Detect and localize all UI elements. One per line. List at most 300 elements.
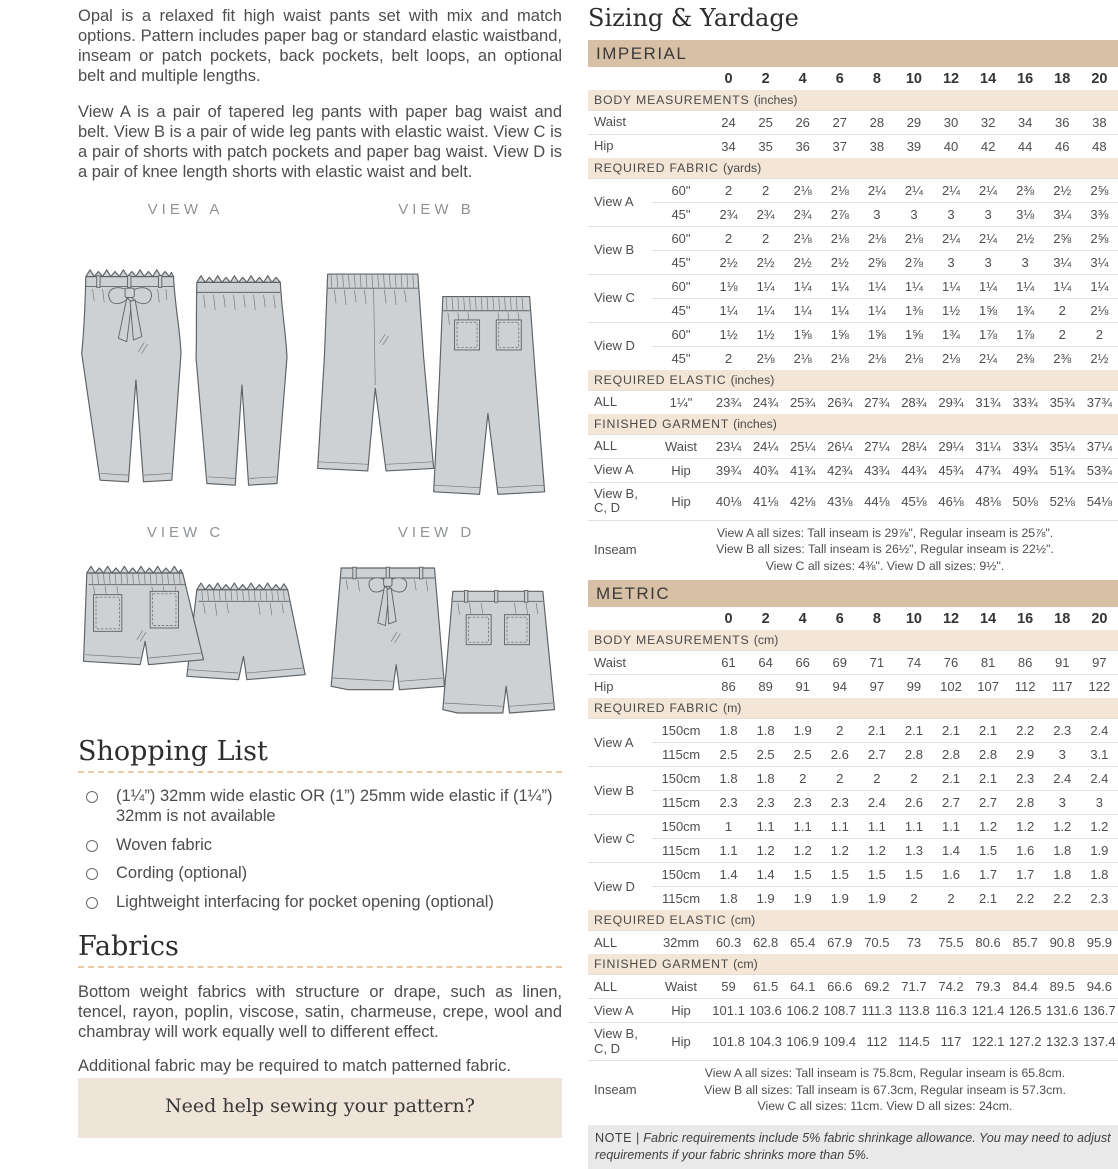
size-col-header: 4 [798, 611, 807, 628]
value-cell: 2½ [1007, 227, 1044, 251]
sizing-tables [588, 40, 1118, 1119]
size-col-header: 0 [724, 611, 733, 628]
value-cell: 2½ [747, 251, 784, 275]
shrinkage-note [588, 1125, 1118, 1169]
row-label: View B [588, 227, 652, 275]
value-cell: 71 [858, 651, 895, 675]
value-cell: 3 [1044, 743, 1081, 767]
value-cell: 86 [710, 675, 747, 699]
value-cell: 1¼ [784, 299, 821, 323]
table-row [588, 275, 1118, 299]
value-cell: 89.5 [1044, 975, 1081, 999]
value-cell: 2⅛ [784, 347, 821, 371]
value-cell: 2 [710, 227, 747, 251]
fabrics-paragraph-1: Bottom weight fabrics with structure or drape, such as linen, tencel, rayon, poplin, viscose, satin, charmeuse, crepe, wool and chambray will work equally well to different effect. [78, 982, 562, 1042]
inseam-notes [652, 520, 1118, 578]
value-cell: 89 [747, 675, 784, 699]
value-cell: 101.1 [710, 999, 747, 1023]
value-cell: 106.2 [784, 999, 821, 1023]
value-cell: 42¾ [821, 459, 858, 483]
size-col-header: 8 [872, 611, 881, 628]
table-row [588, 179, 1118, 203]
value-cell: 66 [784, 651, 821, 675]
size-col-header: 14 [980, 611, 997, 628]
value-cell: 2 [1044, 323, 1081, 347]
value-cell: 97 [858, 675, 895, 699]
value-cell: 1.4 [932, 839, 969, 863]
row-sublabel: 60" [652, 227, 710, 251]
table-row [588, 391, 1118, 415]
value-cell: 64.1 [784, 975, 821, 999]
value-cell: 102 [932, 675, 969, 699]
table-row [588, 483, 1118, 521]
value-cell: 1¼ [970, 275, 1007, 299]
row-sublabel: 150cm [652, 815, 710, 839]
section-header-row [588, 90, 1118, 111]
value-cell: 2.3 [1044, 719, 1081, 743]
value-cell: 1.8 [747, 767, 784, 791]
left-column [78, 6, 562, 1090]
value-cell: 86 [1007, 651, 1044, 675]
value-cell: 44⅛ [858, 483, 895, 521]
value-cell: 40⅛ [710, 483, 747, 521]
view-a-label: VIEW A [147, 201, 224, 218]
table-row [588, 675, 1118, 699]
technical-drawings [60, 197, 562, 718]
value-cell: 23¾ [710, 391, 747, 415]
value-cell: 2 [821, 719, 858, 743]
value-cell: 54⅛ [1081, 483, 1118, 521]
row-sublabel: 115cm [652, 839, 710, 863]
row-sublabel: 60" [652, 275, 710, 299]
value-cell: 3⅛ [1007, 203, 1044, 227]
value-cell: 2⅜ [1007, 347, 1044, 371]
row-sublabel: 150cm [652, 863, 710, 887]
shopping-list [78, 787, 562, 913]
value-cell: 1¼ [932, 275, 969, 299]
row-label: View A [588, 179, 652, 227]
value-cell: 2 [1081, 323, 1118, 347]
value-cell: 126.5 [1007, 999, 1044, 1023]
value-cell: 2½ [1044, 179, 1081, 203]
row-sublabel: Hip [652, 483, 710, 521]
value-cell: 1.1 [747, 815, 784, 839]
value-cell: 43¾ [858, 459, 895, 483]
view-c-label: VIEW C [146, 524, 225, 541]
row-sublabel: Hip [652, 459, 710, 483]
value-cell: 1.5 [895, 863, 932, 887]
value-cell: 2⅝ [1044, 227, 1081, 251]
value-cell: 122.1 [970, 1023, 1007, 1061]
value-cell: 47¾ [970, 459, 1007, 483]
value-cell: 25¼ [784, 435, 821, 459]
value-cell: 2.1 [895, 719, 932, 743]
value-cell: 2 [1044, 299, 1081, 323]
value-cell: 1.5 [784, 863, 821, 887]
value-cell: 108.7 [821, 999, 858, 1023]
value-cell: 116.3 [932, 999, 969, 1023]
value-cell: 1⅜ [895, 299, 932, 323]
value-cell: 24¼ [747, 435, 784, 459]
size-col-header: 2 [761, 71, 770, 87]
row-sublabel: 45" [652, 347, 710, 371]
size-col-header: 2 [761, 611, 770, 628]
value-cell: 2¼ [858, 179, 895, 203]
table-row [588, 227, 1118, 251]
value-cell: 35¼ [1044, 435, 1081, 459]
value-cell: 2⅛ [1081, 299, 1118, 323]
value-cell: 2½ [1081, 347, 1118, 371]
value-cell: 81 [970, 651, 1007, 675]
value-cell: 39¾ [710, 459, 747, 483]
value-cell: 2⅛ [747, 347, 784, 371]
value-cell: 46 [1044, 135, 1081, 159]
value-cell: 36 [1044, 111, 1081, 135]
value-cell: 1⅝ [784, 323, 821, 347]
value-cell: 41¾ [784, 459, 821, 483]
value-cell: 23¼ [710, 435, 747, 459]
value-cell: 3⅜ [1081, 203, 1118, 227]
inseam-note-line: View C all sizes: 4⅜". View D all sizes: 9½". [765, 558, 1005, 573]
value-cell: 31¼ [970, 435, 1007, 459]
inseam-notes [652, 1060, 1118, 1118]
value-cell: 114.5 [895, 1023, 932, 1061]
value-cell: 73 [895, 931, 932, 955]
value-cell: 35 [747, 135, 784, 159]
value-cell: 80.6 [970, 931, 1007, 955]
size-col-header: 0 [724, 71, 733, 87]
view-a-block [60, 197, 311, 520]
table-row [588, 435, 1118, 459]
row-label: Hip [588, 675, 652, 699]
row-sublabel: 32mm [652, 931, 710, 955]
row-sublabel: 45" [652, 251, 710, 275]
note-label: NOTE | [595, 1130, 640, 1145]
value-cell: 1.4 [747, 863, 784, 887]
fabrics-section [78, 982, 562, 1077]
value-cell: 1.8 [1081, 863, 1118, 887]
value-cell: 1.5 [858, 863, 895, 887]
row-sublabel: 150cm [652, 767, 710, 791]
row-sublabel: Waist [652, 435, 710, 459]
value-cell: 137.4 [1081, 1023, 1118, 1061]
table-row [588, 931, 1118, 955]
fabrics-title: Fabrics [78, 930, 179, 962]
value-cell: 1.1 [895, 815, 932, 839]
value-cell: 3 [970, 203, 1007, 227]
value-cell: 1⅝ [821, 323, 858, 347]
value-cell: 112 [858, 1023, 895, 1061]
view-d-label: VIEW D [397, 524, 476, 541]
value-cell: 1.6 [1007, 839, 1044, 863]
value-cell: 74 [895, 651, 932, 675]
value-cell: 69 [821, 651, 858, 675]
size-col-header: 20 [1091, 71, 1108, 87]
row-sublabel [652, 111, 710, 135]
value-cell: 2.1 [970, 767, 1007, 791]
value-cell: 1.9 [784, 887, 821, 911]
value-cell: 40¾ [747, 459, 784, 483]
value-cell: 69.2 [858, 975, 895, 999]
value-cell: 30 [932, 111, 969, 135]
value-cell: 49¾ [1007, 459, 1044, 483]
value-cell: 24 [710, 111, 747, 135]
value-cell: 45¾ [932, 459, 969, 483]
row-label: View B, C, D [588, 1023, 652, 1061]
value-cell: 2⅛ [858, 347, 895, 371]
view-b-drawing [316, 220, 558, 520]
value-cell: 2¼ [970, 347, 1007, 371]
value-cell: 2¾ [784, 203, 821, 227]
value-cell: 1.9 [1081, 839, 1118, 863]
value-cell: 2.5 [710, 743, 747, 767]
value-cell: 27¾ [858, 391, 895, 415]
value-cell: 1 [710, 815, 747, 839]
row-label: Waist [588, 111, 652, 135]
section-header-row [588, 414, 1118, 435]
value-cell: 1.2 [784, 839, 821, 863]
value-cell: 1.2 [821, 839, 858, 863]
value-cell: 2.7 [970, 791, 1007, 815]
value-cell: 1.1 [784, 815, 821, 839]
size-col-header: 20 [1091, 611, 1108, 628]
value-cell: 131.6 [1044, 999, 1081, 1023]
value-cell: 1½ [932, 299, 969, 323]
value-cell: 2⅛ [784, 179, 821, 203]
value-cell: 3 [1044, 791, 1081, 815]
table-row [588, 791, 1118, 815]
value-cell: 91 [784, 675, 821, 699]
value-cell: 1.7 [970, 863, 1007, 887]
value-cell: 2¼ [970, 179, 1007, 203]
value-cell: 1.4 [710, 863, 747, 887]
value-cell: 53¾ [1081, 459, 1118, 483]
value-cell: 1.5 [970, 839, 1007, 863]
size-col-header: 12 [942, 611, 960, 628]
value-cell: 52⅛ [1044, 483, 1081, 521]
value-cell: 2.7 [858, 743, 895, 767]
value-cell: 34 [1007, 111, 1044, 135]
value-cell: 1.8 [1044, 863, 1081, 887]
value-cell: 31¾ [970, 391, 1007, 415]
table-row [588, 651, 1118, 675]
size-col-header: 6 [835, 71, 844, 87]
row-label: View C [588, 815, 652, 863]
value-cell: 1.9 [858, 887, 895, 911]
value-cell: 62.8 [747, 931, 784, 955]
value-cell: 2.3 [1081, 887, 1118, 911]
value-cell: 3 [932, 251, 969, 275]
value-cell: 1.1 [858, 815, 895, 839]
value-cell: 97 [1081, 651, 1118, 675]
value-cell: 1.5 [821, 863, 858, 887]
row-label: ALL [588, 391, 652, 415]
value-cell: 1⅝ [858, 323, 895, 347]
row-label: Waist [588, 651, 652, 675]
value-cell: 104.3 [747, 1023, 784, 1061]
value-cell: 61 [710, 651, 747, 675]
value-cell: 1.2 [1081, 815, 1118, 839]
value-cell: 33¼ [1007, 435, 1044, 459]
value-cell: 2.1 [932, 767, 969, 791]
row-label: View A [588, 719, 652, 767]
value-cell: 2.4 [858, 791, 895, 815]
value-cell: 1⅞ [970, 323, 1007, 347]
value-cell: 2.1 [970, 887, 1007, 911]
value-cell: 1.8 [747, 719, 784, 743]
value-cell: 1.9 [747, 887, 784, 911]
value-cell: 43⅛ [821, 483, 858, 521]
row-sublabel [652, 651, 710, 675]
value-cell: 48 [1081, 135, 1118, 159]
value-cell: 94.6 [1081, 975, 1118, 999]
table-row [588, 251, 1118, 275]
value-cell: 2 [710, 347, 747, 371]
row-sublabel: 45" [652, 299, 710, 323]
empty-cell [588, 67, 652, 90]
row-sublabel: 150cm [652, 719, 710, 743]
value-cell: 67.9 [821, 931, 858, 955]
imperial-table [588, 67, 1118, 578]
table-row [588, 839, 1118, 863]
view-b-block [311, 197, 562, 520]
inseam-note-line: View A all sizes: Tall inseam is 75.8cm, Regular inseam is 65.8cm. [704, 1065, 1066, 1080]
view-a-drawing [65, 220, 307, 520]
value-cell: 44¾ [895, 459, 932, 483]
help-banner [78, 1078, 562, 1138]
value-cell: 1.2 [858, 839, 895, 863]
value-cell: 2.2 [1007, 887, 1044, 911]
value-cell: 117 [1044, 675, 1081, 699]
value-cell: 32 [970, 111, 1007, 135]
value-cell: 26¼ [821, 435, 858, 459]
value-cell: 2 [895, 767, 932, 791]
value-cell: 27 [821, 111, 858, 135]
table-row [588, 975, 1118, 999]
view-d-block [311, 520, 562, 718]
value-cell: 25¾ [784, 391, 821, 415]
value-cell: 2¾ [710, 203, 747, 227]
value-cell: 34 [710, 135, 747, 159]
shopping-list-item: Woven fabric [78, 836, 562, 856]
help-banner-text: Need help sewing your pattern? [165, 1095, 475, 1117]
value-cell: 2.9 [1007, 743, 1044, 767]
note-text: Fabric requirements include 5% fabric shrinkage allowance. You may need to adjust requirements if your fabric shrinks more than 5%. [595, 1130, 1111, 1162]
value-cell: 122 [1081, 675, 1118, 699]
value-cell: 65.4 [784, 931, 821, 955]
view-c-drawing [65, 543, 307, 718]
row-sublabel: 115cm [652, 743, 710, 767]
inseam-label: Inseam [588, 1060, 652, 1118]
value-cell: 2⅞ [895, 251, 932, 275]
size-col-header: 10 [905, 611, 922, 628]
row-label: ALL [588, 931, 652, 955]
value-cell: 2 [747, 227, 784, 251]
value-cell: 38 [1081, 111, 1118, 135]
value-cell: 2⅛ [784, 227, 821, 251]
value-cell: 2¼ [932, 227, 969, 251]
value-cell: 2½ [821, 251, 858, 275]
value-cell: 106.9 [784, 1023, 821, 1061]
value-cell: 1.2 [1007, 815, 1044, 839]
value-cell: 2.4 [1081, 719, 1118, 743]
value-cell: 90.8 [1044, 931, 1081, 955]
value-cell: 2.6 [895, 791, 932, 815]
value-cell: 2.1 [932, 719, 969, 743]
value-cell: 2¼ [932, 179, 969, 203]
metric-band: METRIC [588, 580, 1118, 607]
row-label: View D [588, 863, 652, 911]
row-label: ALL [588, 435, 652, 459]
value-cell: 91 [1044, 651, 1081, 675]
row-label: View A [588, 459, 652, 483]
value-cell: 2½ [710, 251, 747, 275]
value-cell: 2⅛ [821, 179, 858, 203]
row-sublabel [652, 675, 710, 699]
value-cell: 1.1 [710, 839, 747, 863]
size-col-header: 18 [1054, 71, 1071, 87]
table-row [588, 767, 1118, 791]
value-cell: 2⅝ [1081, 179, 1118, 203]
row-label: ALL [588, 975, 652, 999]
empty-cell [588, 607, 652, 630]
value-cell: 75.5 [932, 931, 969, 955]
row-label: Hip [588, 135, 652, 159]
value-cell: 3 [970, 251, 1007, 275]
value-cell: 2.7 [932, 791, 969, 815]
table-row [588, 719, 1118, 743]
value-cell: 84.4 [1007, 975, 1044, 999]
value-cell: 107 [970, 675, 1007, 699]
view-b-label: VIEW B [398, 201, 475, 218]
value-cell: 2.6 [821, 743, 858, 767]
row-sublabel: Hip [652, 999, 710, 1023]
value-cell: 85.7 [1007, 931, 1044, 955]
table-row [588, 323, 1118, 347]
shopping-list-item: Lightweight interfacing for pocket opening (optional) [78, 893, 562, 913]
table-row [588, 999, 1118, 1023]
section-header-row [588, 630, 1118, 651]
value-cell: 1⅞ [1007, 323, 1044, 347]
value-cell: 1½ [747, 323, 784, 347]
value-cell: 2⅛ [932, 347, 969, 371]
imperial-band: IMPERIAL [588, 40, 1118, 67]
value-cell: 1.3 [895, 839, 932, 863]
value-cell: 1¾ [1007, 299, 1044, 323]
table-row [588, 347, 1118, 371]
value-cell: 59 [710, 975, 747, 999]
section-header: FINISHED GARMENT (cm) [588, 954, 1118, 975]
value-cell: 1¼ [1081, 275, 1118, 299]
value-cell: 60.3 [710, 931, 747, 955]
value-cell: 37¼ [1081, 435, 1118, 459]
value-cell: 3 [932, 203, 969, 227]
value-cell: 2¼ [895, 179, 932, 203]
row-sublabel: 115cm [652, 887, 710, 911]
value-cell: 1¼ [895, 275, 932, 299]
row-sublabel [652, 135, 710, 159]
value-cell: 2¼ [970, 227, 1007, 251]
value-cell: 117 [932, 1023, 969, 1061]
sizing-title: Sizing & Yardage [588, 4, 799, 32]
inseam-note-line: View B all sizes: Tall inseam is 26½", Regular inseam is 22½". [716, 542, 1054, 557]
value-cell: 2.8 [970, 743, 1007, 767]
table-row [588, 299, 1118, 323]
empty-cell [652, 607, 710, 630]
value-cell: 71.7 [895, 975, 932, 999]
value-cell: 29¾ [932, 391, 969, 415]
value-cell: 3¼ [1044, 251, 1081, 275]
